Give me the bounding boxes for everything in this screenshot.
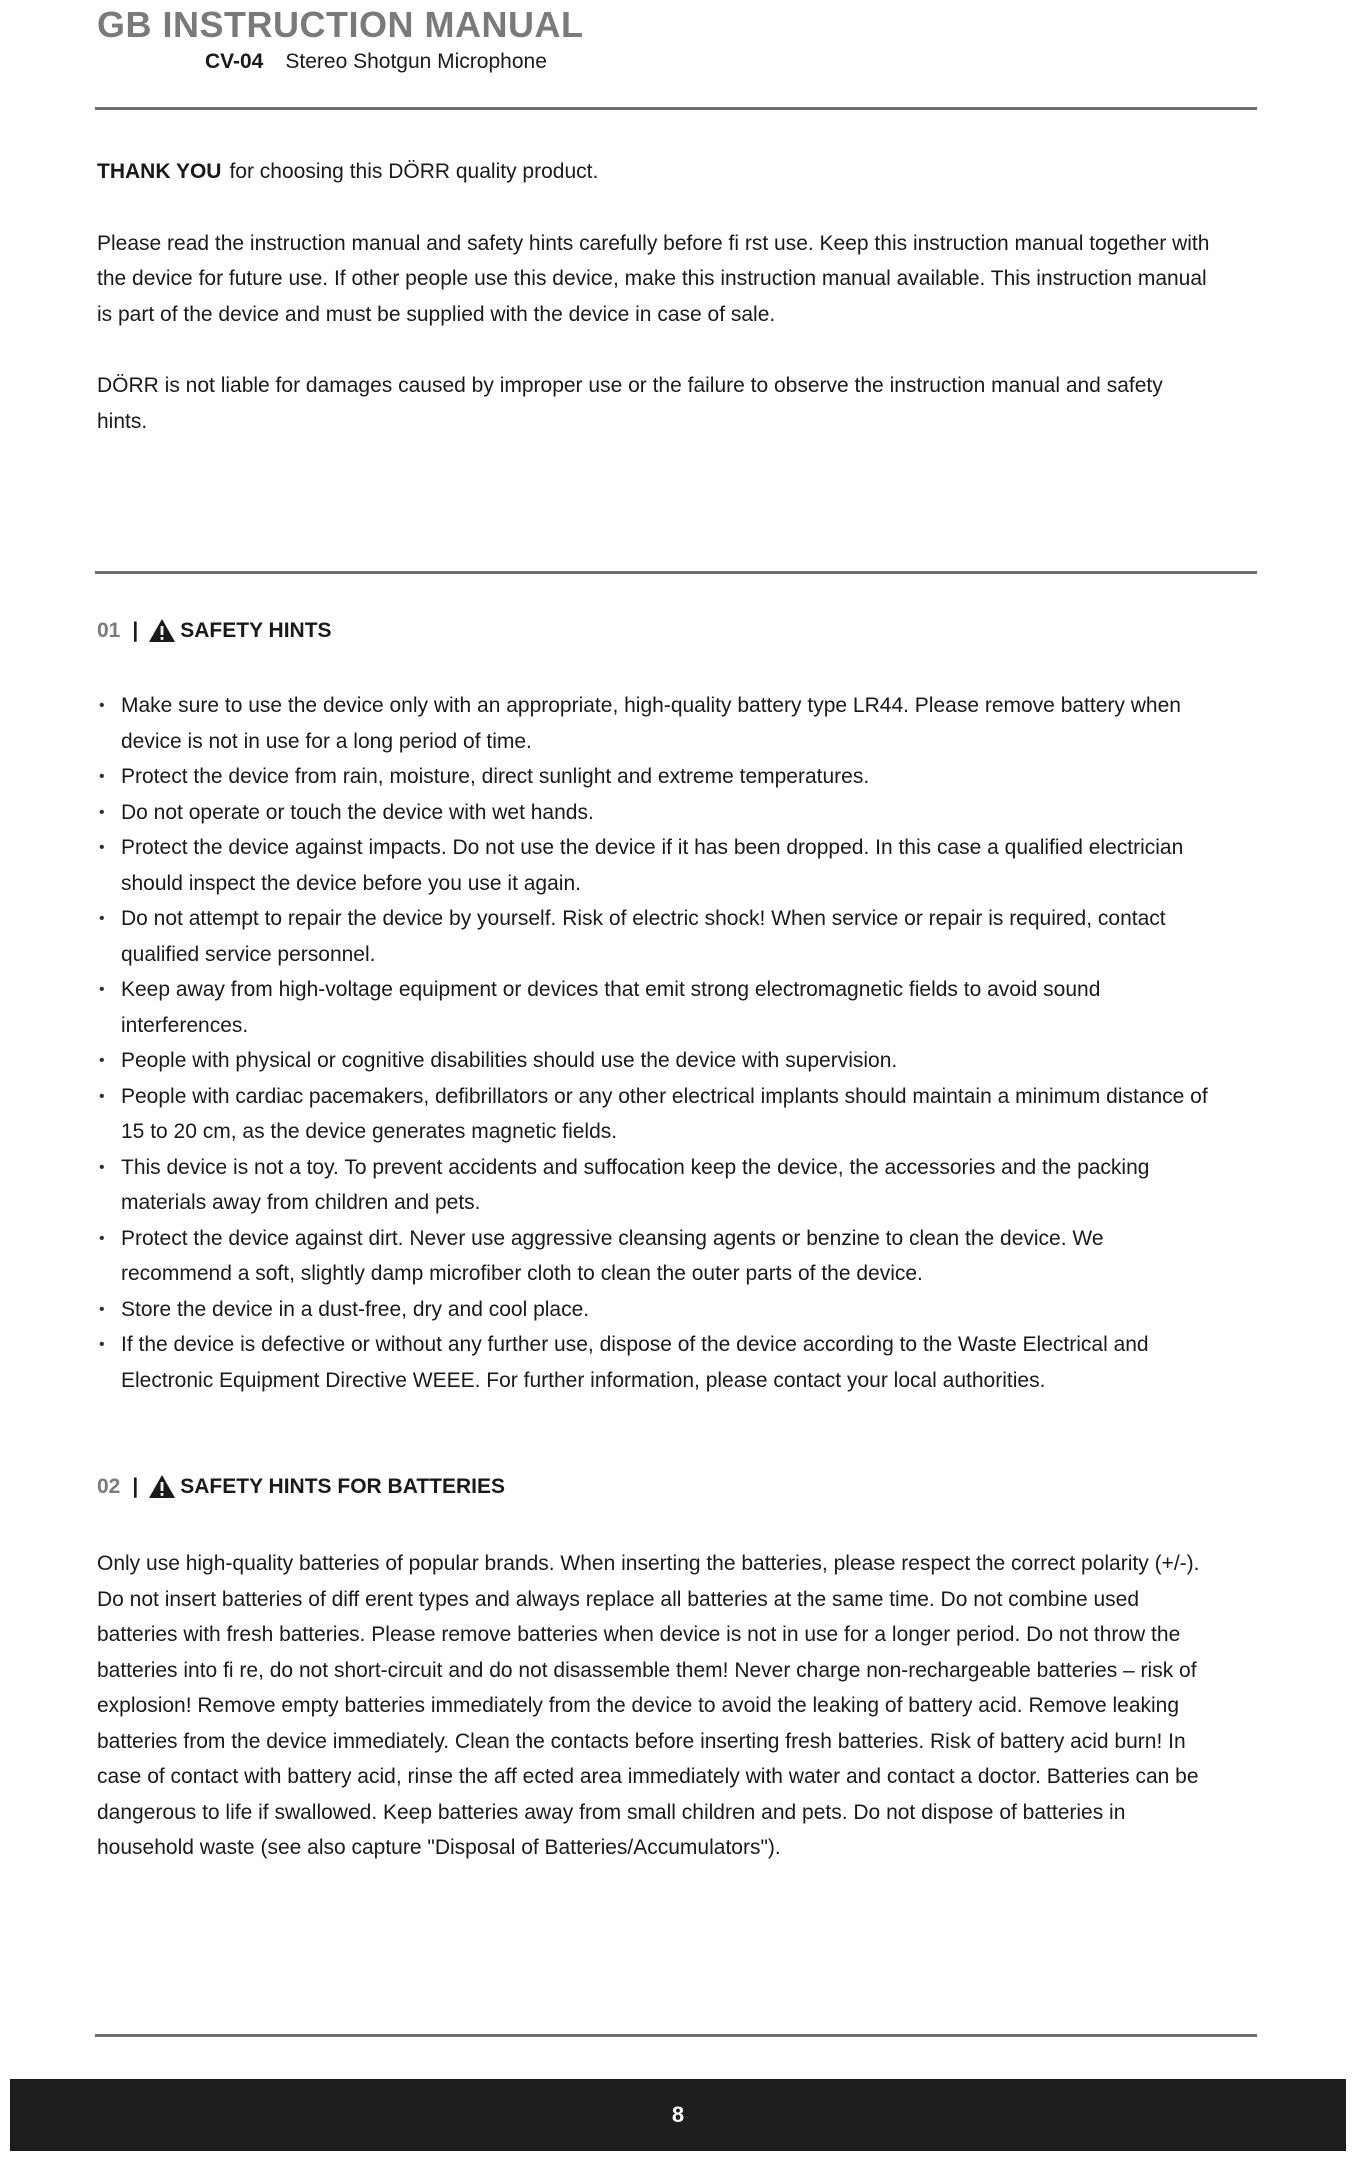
bullet-icon: • bbox=[99, 697, 105, 714]
bullet-icon: • bbox=[99, 768, 105, 785]
bullet-icon: • bbox=[99, 1087, 105, 1105]
bullet-icon: • bbox=[99, 1158, 105, 1176]
section-divider bbox=[95, 571, 1257, 574]
list-item: • Store the device in a dust-free, dry and cool place. bbox=[97, 1292, 1217, 1328]
list-item: • If the device is defective or without any further use, dispose of the device according to the Waste Electrical and Electronic Equipment Directive WEEE. For further information, please contact your local authorities. bbox=[97, 1327, 1217, 1398]
footer-bar bbox=[10, 2079, 1346, 2151]
document-subtitle bbox=[205, 50, 547, 74]
document-title: GB INSTRUCTION MANUAL bbox=[97, 4, 584, 45]
list-item: • People with cardiac pacemakers, defibrillators or any other electrical implants should maintain a minimum distance of 15 to 20 cm, as the device generates magnetic fields. bbox=[97, 1079, 1217, 1150]
product-name: Stereo Shotgun Microphone bbox=[285, 50, 547, 73]
list-item: • This device is not a toy. To prevent accidents and suffocation keep the device, the accessories and the packing materials away from children and pets. bbox=[97, 1150, 1217, 1221]
section-1-number: 01 bbox=[97, 618, 121, 642]
intro-section bbox=[97, 154, 1217, 439]
section-1-separator: | bbox=[132, 618, 139, 642]
thank-you-line bbox=[97, 154, 1217, 190]
intro-paragraph-1: Please read the instruction manual and safety hints carefully before fi rst use. Keep this instruction manual together with the device for future use. If other people use this device, make this instruction manual available. This instruction manual is part of the device and must be supplied with the device in case of sale. bbox=[97, 231, 1210, 326]
section-2-number: 02 bbox=[97, 1474, 121, 1498]
bullet-icon: • bbox=[99, 839, 105, 856]
bullet-icon: • bbox=[99, 1229, 105, 1247]
model-code: CV-04 bbox=[205, 50, 264, 73]
list-item: • Protect the device against impacts. Do not use the device if it has been dropped. In this case a qualified electrician should inspect the device before you use it again. bbox=[97, 830, 1217, 901]
bullet-icon: • bbox=[99, 1300, 105, 1318]
battery-hints-section bbox=[97, 1546, 1217, 1866]
list-item: • Protect the device against dirt. Never use aggressive cleansing agents or benzine to clean the device. We recommend a soft, slightly damp microfiber cloth to clean the outer parts of the device. bbox=[97, 1221, 1217, 1292]
bullet-icon: • bbox=[99, 910, 105, 927]
section-2-heading bbox=[97, 1474, 505, 1499]
bullet-icon: • bbox=[99, 1336, 105, 1353]
battery-hints-paragraph: Only use high-quality batteries of popular brands. When inserting the batteries, please respect the correct polarity (+/-). Do not insert batteries of diff erent types and always replace all batteries at the same time. Do not combine used batteries with fresh batteries. Please remove batteries when device is not in use for a longer period. Do not throw the batteries into fi re, do not short-circuit and do not disassemble them! Never charge non-rechargeable batteries – risk of explosion! Remove empty batteries immediately from the device to avoid the leaking of battery acid. Remove leaking batteries from the device immediately. Clean the contacts before inserting fresh batteries. Risk of battery acid burn! In case of contact with battery acid, rinse the aff ected area immediately with water and contact a doctor. Batteries can be dangerous to life if swallowed. Keep batteries away from small children and pets. Do not dispose of batteries in household waste (see also capture "Disposal of Batteries/Accumulators"). bbox=[97, 1552, 1200, 1859]
warning-icon bbox=[148, 618, 176, 643]
list-item: • Do not attempt to repair the device by yourself. Risk of electric shock! When service or repair is required, contact qualified service personnel. bbox=[97, 901, 1217, 972]
list-item: • Protect the device from rain, moisture, direct sunlight and extreme temperatures. bbox=[97, 759, 1217, 795]
bullet-icon: • bbox=[99, 803, 105, 821]
safety-hints-list bbox=[97, 688, 1217, 1398]
thank-you-text: for choosing this DÖRR quality product. bbox=[229, 160, 599, 183]
intro-paragraph-2: DÖRR is not liable for damages caused by improper use or the failure to observe the instruction manual and safety hints. bbox=[97, 374, 1163, 433]
thank-you-bold: THANK YOU bbox=[97, 160, 222, 183]
bullet-icon: • bbox=[99, 1052, 105, 1069]
section-2-separator: | bbox=[132, 1474, 139, 1498]
section-1-title: SAFETY HINTS bbox=[180, 618, 332, 642]
warning-icon bbox=[148, 1474, 176, 1499]
section-1-heading bbox=[97, 618, 332, 643]
page-number: 8 bbox=[671, 2102, 685, 2127]
bullet-icon: • bbox=[99, 981, 105, 998]
section-2-title: SAFETY HINTS FOR BATTERIES bbox=[180, 1474, 505, 1498]
list-item: • Keep away from high-voltage equipment or devices that emit strong electromagnetic fields to avoid sound interferences. bbox=[97, 972, 1217, 1043]
footer-divider bbox=[95, 2034, 1257, 2037]
list-item: • People with physical or cognitive disabilities should use the device with supervision. bbox=[97, 1043, 1217, 1079]
list-item: • Do not operate or touch the device with wet hands. bbox=[97, 795, 1217, 831]
list-item: • Make sure to use the device only with an appropriate, high-quality battery type LR44. Please remove battery when device is not in use for a long period of time. bbox=[97, 688, 1217, 759]
header-divider bbox=[95, 107, 1257, 110]
